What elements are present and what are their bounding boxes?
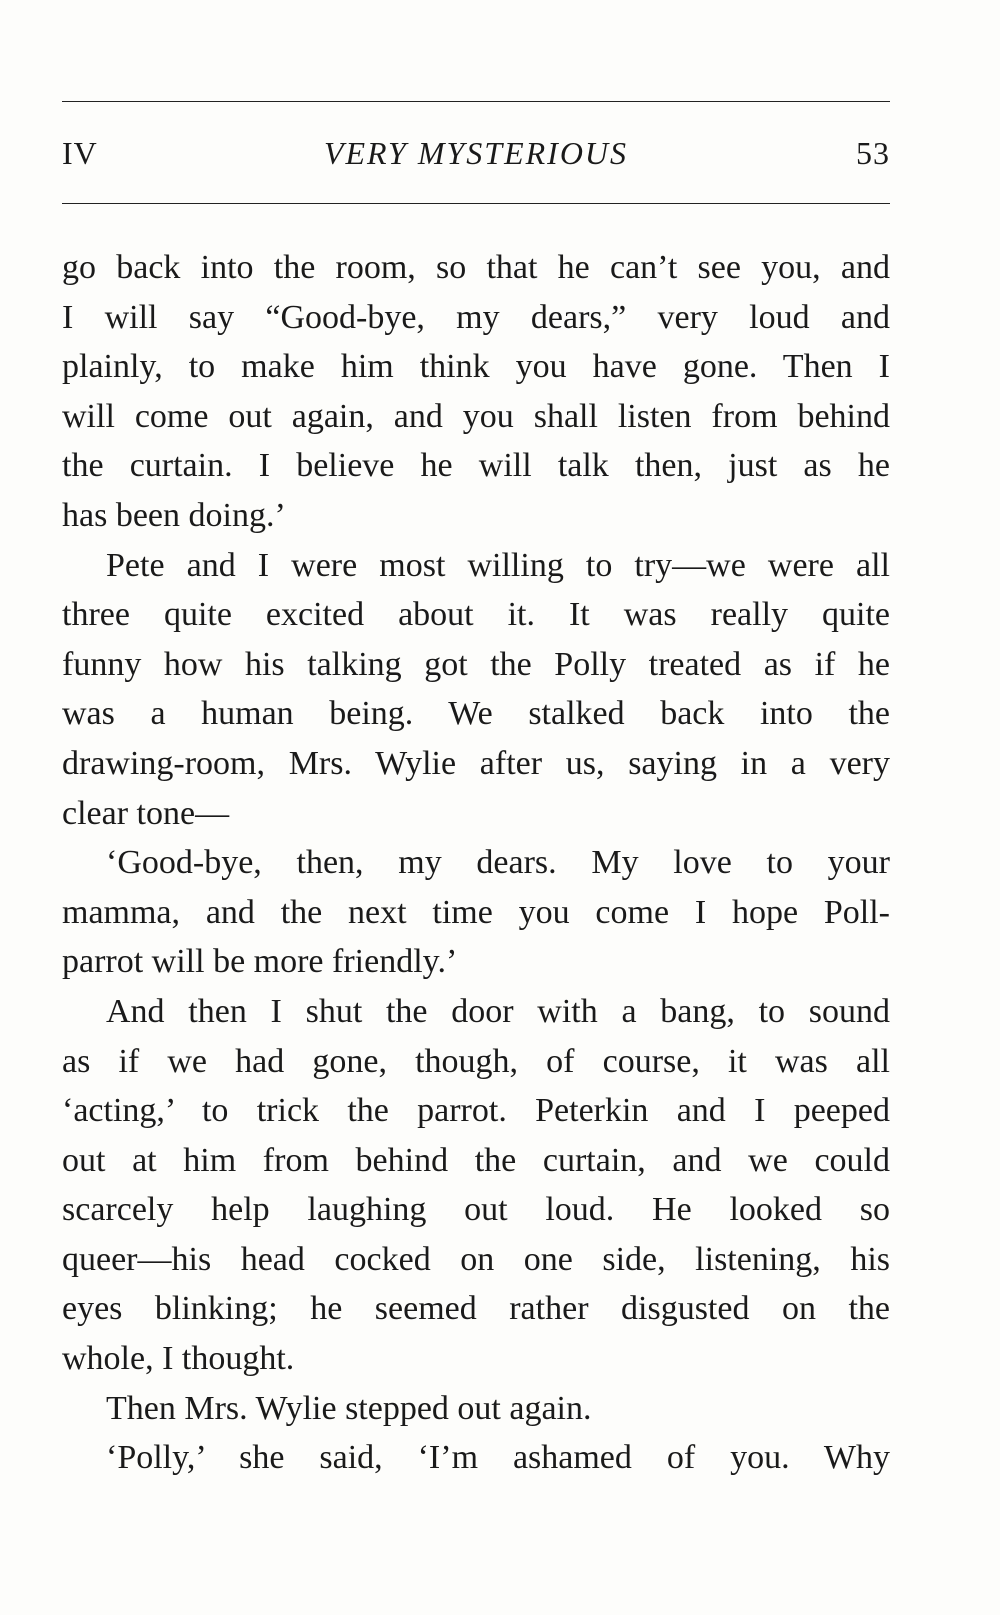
running-header	[62, 128, 890, 178]
text-line: And then I shut the door with a bang, to sound	[106, 992, 890, 1030]
text-line: the curtain. I believe he will talk then, just as he	[62, 447, 890, 485]
header-top-rule	[62, 101, 890, 102]
text-line: plainly, to make him think you have gone. Then I	[62, 348, 890, 386]
text-line: ‘Good-bye, then, my dears. My love to your	[106, 844, 890, 882]
text-line: scarcely help laughing out loud. He looked so	[62, 1191, 890, 1229]
text-line: funny how his talking got the Polly treated as if he	[62, 645, 890, 683]
text-line: whole, I thought.	[62, 1340, 295, 1378]
running-title: VERY MYSTERIOUS	[323, 135, 629, 171]
text-line: will come out again, and you shall listen from behind	[62, 397, 890, 435]
text-line: drawing-room, Mrs. Wylie after us, saying in a very	[62, 744, 890, 782]
text-line: ‘acting,’ to trick the parrot. Peterkin and I peeped	[62, 1092, 890, 1130]
text-line: eyes blinking; he seemed rather disgusted on the	[62, 1290, 890, 1328]
text-line: three quite excited about it. It was really quite	[62, 596, 890, 634]
text-line: has been doing.’	[62, 496, 286, 534]
chapter-number: IV	[62, 135, 98, 171]
text-line: parrot will be more friendly.’	[62, 943, 458, 981]
text-line: as if we had gone, though, of course, it was all	[62, 1042, 890, 1080]
text-line: go back into the room, so that he can’t see you, and	[62, 249, 890, 286]
text-line: out at him from behind the curtain, and we could	[62, 1141, 890, 1179]
text-line: Then Mrs. Wylie stepped out again.	[106, 1389, 592, 1427]
text-line: mamma, and the next time you come I hope Poll-	[62, 893, 890, 931]
page-number: 53	[856, 135, 890, 171]
text-line: clear tone—	[62, 794, 230, 832]
text-line: I will say “Good-bye, my dears,” very loud and	[62, 298, 890, 336]
text-line: Pete and I were most willing to try—we were all	[106, 546, 890, 584]
text-line: was a human being. We stalked back into the	[62, 695, 890, 733]
text-line: queer—his head cocked on one side, listening, his	[62, 1240, 890, 1278]
body-text	[62, 243, 890, 1483]
header-bottom-rule	[62, 203, 890, 204]
text-line: ‘Polly,’ she said, ‘I’m ashamed of you. Why	[106, 1439, 890, 1477]
